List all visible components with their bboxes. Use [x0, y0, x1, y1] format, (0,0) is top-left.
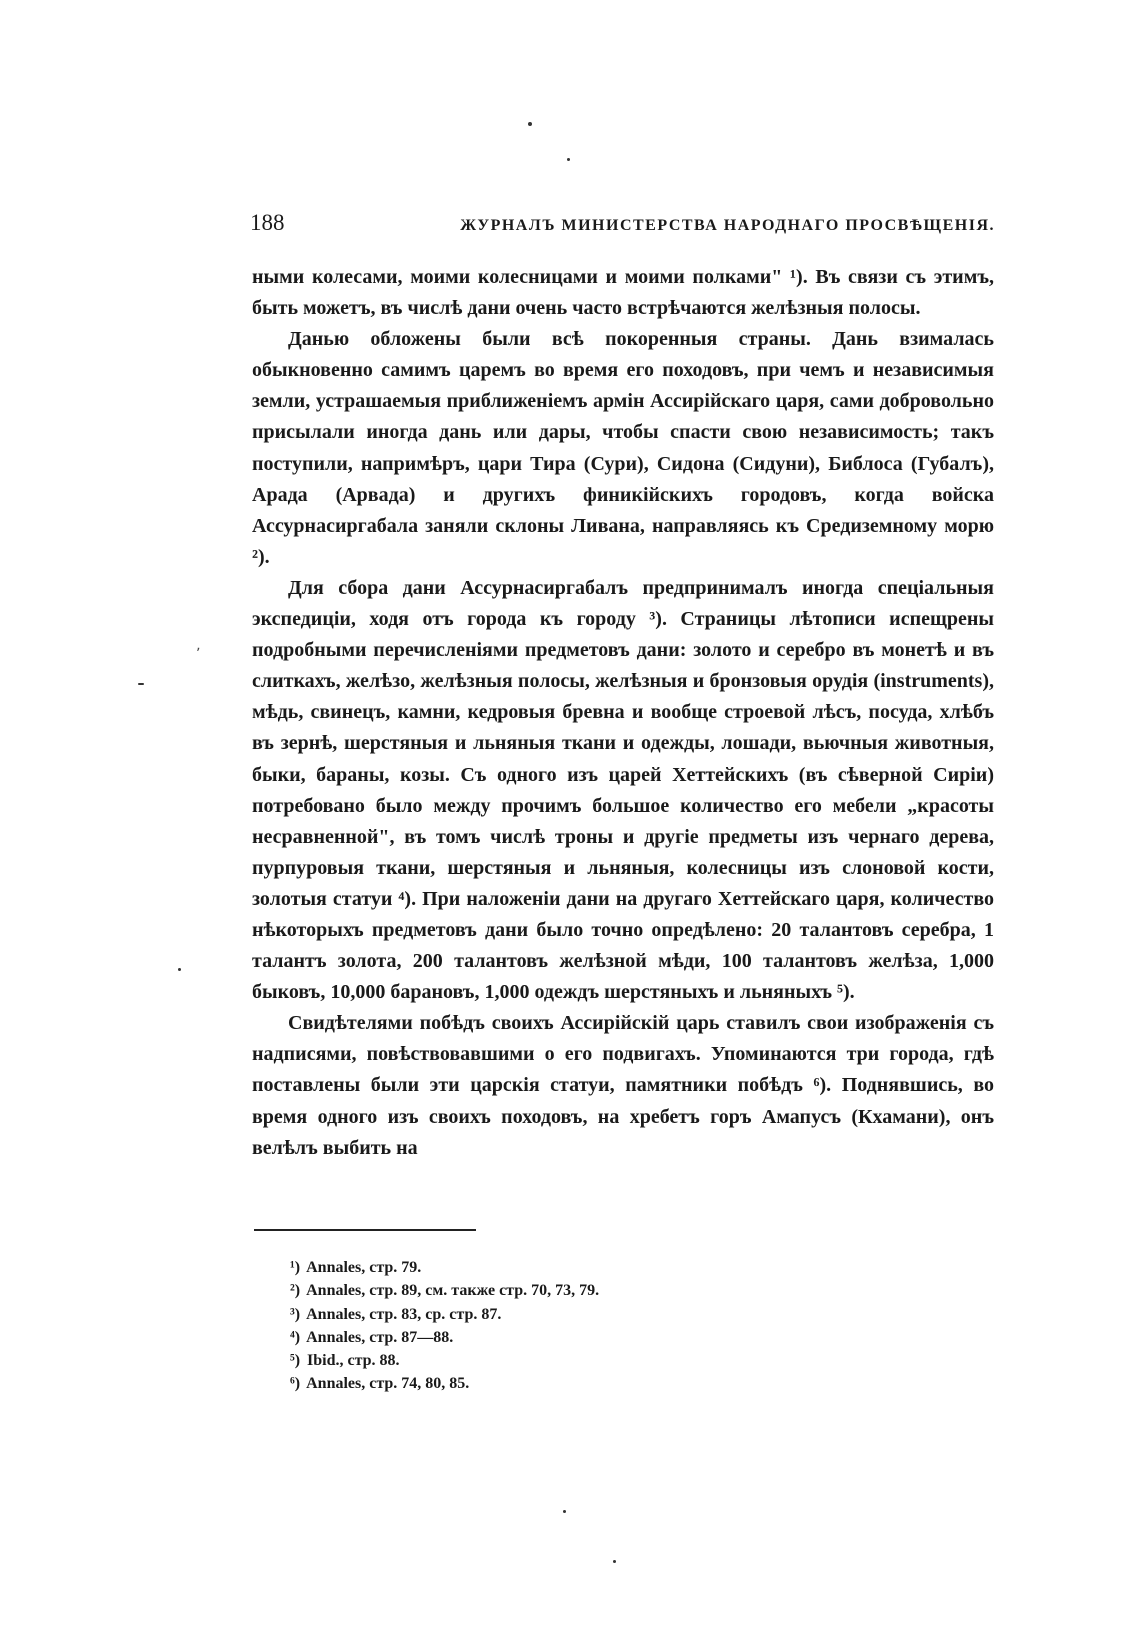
footnote-text: Annales, стр. 83, ср. стр. 87. — [306, 1305, 502, 1323]
scan-speck — [567, 158, 570, 161]
footnote-mark: ⁴) — [290, 1328, 301, 1346]
margin-tick-mark: ʼ — [196, 646, 201, 662]
footnote-item — [290, 1349, 599, 1372]
footnote-mark: ³) — [290, 1305, 301, 1323]
paragraph: Свидѣтелями побѣдъ своихъ Ассирійскій царь ставилъ свои изображенія съ надписями, повѣствовавшими о его подвигахъ. Упоминаются три города, гдѣ поставлены были эти царскія статуи, памятники побѣдъ ⁶). Поднявшись, во время одного изъ своихъ походовъ, на хребетъ горъ Амапусъ (Кхамани), онъ велѣлъ выбить на — [252, 1012, 994, 1159]
footnote-item — [290, 1326, 599, 1349]
footnote-text: Annales, стр. 74, 80, 85. — [306, 1375, 470, 1393]
footnote-text: Annales, стр. 89, см. также стр. 70, 73, 79. — [306, 1282, 600, 1300]
footnote-item — [290, 1279, 599, 1302]
footnote-mark: ⁶) — [290, 1375, 301, 1393]
footnote-text: Ibid., стр. 88. — [307, 1352, 400, 1370]
page-header — [250, 210, 995, 240]
footnote-mark: ⁵) — [290, 1352, 301, 1370]
scan-speck — [178, 968, 181, 971]
footnote-item — [290, 1256, 599, 1279]
footnote-mark: ¹) — [290, 1259, 301, 1276]
paragraph: Данью обложены были всѣ покоренныя страны. Дань взималась обыкновенно самимъ царемъ во время его походовъ, при чемъ и независимыя земли, устрашаемыя приближеніемъ армін Ассирійскаго царя, сами добровольно присылали иногда дань или дары, чтобы спасти свою независимость; такъ поступили, напримѣръ, цари Тира (Сури), Сидона (Сидуни), Библоса (Губалъ), Арада (Арвада) и другихъ финикійскихъ городовъ, когда войска Ассурнасиргабала заняли склоны Ливана, направляясь къ Средиземному морю ²). — [252, 328, 994, 568]
footnotes — [290, 1256, 599, 1396]
footnote-text: Annales, стр. 79. — [306, 1259, 422, 1276]
scan-speck — [138, 683, 144, 685]
scan-speck — [613, 1560, 616, 1563]
footnote-divider — [254, 1229, 476, 1231]
paragraph: ными колесами, моими колесницами и моими полками" ¹). Въ связи съ этимъ, быть можетъ, въ числѣ дани очень часто встрѣчаются желѣзныя полосы. — [252, 266, 994, 320]
scan-speck — [563, 1510, 566, 1513]
scan-speck — [528, 122, 532, 126]
footnote-item — [290, 1303, 599, 1326]
footnote-mark: ²) — [290, 1282, 301, 1300]
footnote-text: Annales, стр. 87—88. — [306, 1328, 454, 1346]
running-title: ЖУРНАЛЪ МИНИСТЕРСТВА НАРОДНАГО ПРОСВѢЩЕНІЯ. — [460, 217, 995, 234]
footnote-item — [290, 1372, 599, 1395]
body-text — [252, 262, 994, 1164]
paragraph: Для сбора дани Ассурнасиргабалъ предпринималъ иногда спеціальныя экспедиціи, ходя отъ города къ городу ³). Страницы лѣтописи испещрены подробными перечисленіями предметовъ дани: золото и серебро въ монетѣ и въ слиткахъ, желѣзо, желѣзныя полосы, желѣзныя и бронзовыя орудія (instruments), мѣдь, свинецъ, камни, кедровыя бревна и вообще строевой лѣсъ, посуда, хлѣбъ въ зернѣ, шерстяныя и льняныя ткани и одежды, лошади, вьючныя животныя, быки, бараны, козы. Съ одного изъ царей Хеттейскихъ (въ сѣверной Сиріи) потребовано было между прочимъ большое количество его мебели „красоты несравненной", въ томъ числѣ троны и другіе предметы изъ чернаго дерева, пурпуровыя ткани, шерстяныя и льняныя, колесницы изъ слоновой кости, золотыя статуи ⁴). При наложеніи дани на другаго Хеттейскаго царя, количество нѣкоторыхъ предметовъ дани было точно опредѣлено: 20 талантовъ серебра, 1 талантъ золота, 200 талантовъ желѣзной мѣди, 100 талантовъ желѣза, 1,000 быковъ, 10,000 барановъ, 1,000 одеждъ шерстяныхъ и льняныхъ ⁵). — [252, 576, 994, 1004]
page-number: 188 — [250, 210, 285, 235]
